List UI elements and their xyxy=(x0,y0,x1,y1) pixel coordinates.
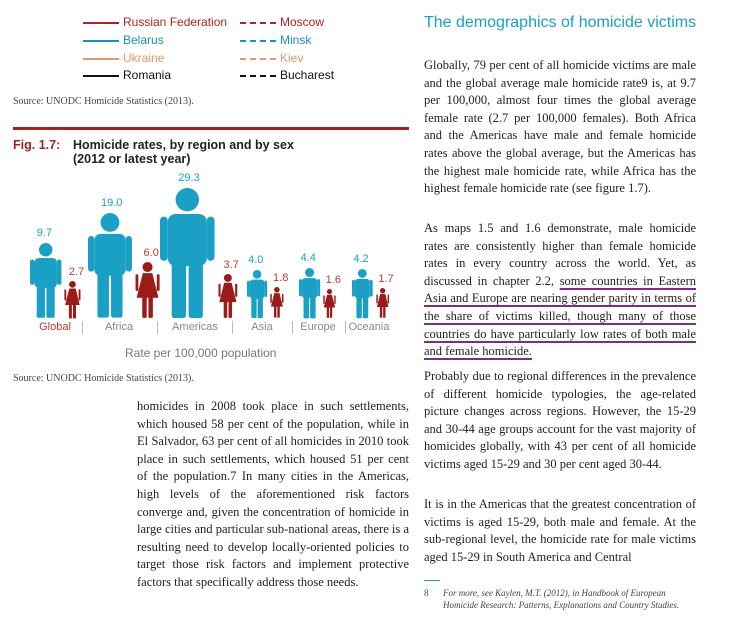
female-figure-asia xyxy=(270,287,284,318)
legend-line-swatch xyxy=(240,58,276,60)
figure-title-line2: (2012 or latest year) xyxy=(73,152,191,166)
region-separator xyxy=(82,321,83,334)
male-figure-global xyxy=(30,243,61,318)
male-value-label: 9.7 xyxy=(36,227,52,240)
footnote-number: 8 xyxy=(424,588,429,598)
male-value-label: 4.2 xyxy=(353,252,369,265)
underlined-passage: some countries in Eastern Asia and Europe are nearing gender parity in terms of the share of victims killed, though many of those countries do have particularly low rates of both male and female homicide. xyxy=(424,273,696,359)
legend-label: Kiev xyxy=(280,51,304,65)
region-separator xyxy=(157,321,158,334)
region-label-global: Global xyxy=(39,321,71,333)
legend-line-swatch xyxy=(83,22,119,24)
region-label-americas: Americas xyxy=(172,321,218,333)
female-value-label: 3.7 xyxy=(223,259,239,272)
region-separator xyxy=(345,321,346,334)
legend-line-swatch xyxy=(240,75,276,77)
figure-rule xyxy=(13,127,409,130)
male-value-label: 29.3 xyxy=(178,172,200,184)
female-value-label: 6.0 xyxy=(143,247,159,260)
male-value-label: 19.0 xyxy=(100,197,123,210)
paragraph-2-text: As maps 1.5 and 1.6 demonstrate, male homicide rates are consistently higher than female homicide rates in every country across the world. Yet, as discussed in chapter 2.2, xyxy=(424,221,696,288)
region-label-europe: Europe xyxy=(300,321,336,333)
male-figure-africa xyxy=(88,213,132,318)
right-paragraph-3: Probably due to regional differences in the prevalence of different homicide typologies, the age-related picture changes across regions. However, the 15-29 and 30-44 age groups account for the vast majority of homicides globally, with 43 per cent of all homicide victims aged 15-29 and 30 per cent aged 30-44. xyxy=(424,369,696,471)
legend-label: Belarus xyxy=(123,33,164,47)
source-note-top: Source: UNODC Homicide Statistics (2013). xyxy=(13,96,194,107)
region-separator xyxy=(292,321,293,334)
section-heading: The demographics of homicide victims xyxy=(424,14,697,31)
legend-label: Romania xyxy=(123,68,172,82)
legend-line-swatch xyxy=(240,40,276,42)
female-figure-oceania xyxy=(376,288,389,318)
legend-line-swatch xyxy=(83,58,119,60)
legend-line-swatch xyxy=(240,22,276,24)
figure-title-line1: Homicide rates, by region and by sex xyxy=(73,138,294,152)
legend-line-swatch xyxy=(83,75,119,77)
right-paragraph-2 xyxy=(424,220,696,361)
male-value-label: 4.4 xyxy=(300,251,316,264)
region-separator xyxy=(232,321,233,334)
right-paragraph-1: Globally, 79 per cent of all homicide victims are male and the global average male homicide rate9 is, at 9.7 per 100,000, almost four times the global average female rate (2.7 per 100,000 females). Both Africa and the Americas have male and female homicide rates above the global average, but the Americas has the highest male homicide rate, while Africa has the highest female homicide rate (see figure 1.7). xyxy=(424,58,696,196)
female-value-label: 1.6 xyxy=(325,274,341,287)
region-label-asia: Asia xyxy=(251,321,273,333)
region-label-oceania: Oceania xyxy=(348,321,390,333)
legend-label: Moscow xyxy=(280,15,325,29)
female-value-label: 1.8 xyxy=(273,272,289,285)
female-figure-europe xyxy=(323,289,336,318)
legend-line-swatch xyxy=(83,40,119,42)
chart-axis-label: Rate per 100,000 population xyxy=(125,346,277,360)
male-figure-europe xyxy=(299,268,320,318)
female-figure-americas xyxy=(218,274,238,318)
female-value-label: 1.7 xyxy=(378,273,394,286)
right-paragraph-4: It is in the Americas that the greatest concentration of victims is aged 15-29, both male and female. At the sub-regional level, the homicide rate for male victims aged 15-29 in South America and Central xyxy=(424,497,696,564)
footnote-rule xyxy=(424,580,440,581)
male-figure-asia xyxy=(247,270,267,318)
female-figure-africa xyxy=(135,262,160,318)
figure-number: Fig. 1.7: xyxy=(13,138,61,152)
legend-label: Ukraine xyxy=(123,51,165,65)
male-figure-americas xyxy=(160,188,215,318)
male-value-label: 4.0 xyxy=(248,253,264,266)
left-body-paragraph: homicides in 2008 took place in such settlements, which housed 58 per cent of the population, while in El Salvador, 63 per cent of all homicides in 2010 took place in such settlements, which housed 51 per cent of the population.7 In many cities in the Americas, high levels of the aforementioned risk factors converge and, given the concentration of homicide in large cities and particular sub-national areas, there is a resulting need to develop locally-oriented policies to target those risk factors and implement protective factors that specifically address those needs. xyxy=(137,399,409,589)
region-label-africa: Africa xyxy=(104,321,134,333)
female-value-label: 2.7 xyxy=(68,265,85,278)
male-figure-oceania xyxy=(352,269,373,318)
legend-label: Bucharest xyxy=(280,68,335,82)
legend-label: Minsk xyxy=(280,33,312,47)
female-figure-global xyxy=(64,281,81,318)
footnote-text: For more, see Kaylen, M.T. (2012), in Handbook of European Homicide Research: Patterns, Explanations and Country Studies. xyxy=(443,588,680,610)
legend-label: Russian Federation xyxy=(123,15,228,29)
source-note-bottom: Source: UNODC Homicide Statistics (2013). xyxy=(13,373,194,384)
